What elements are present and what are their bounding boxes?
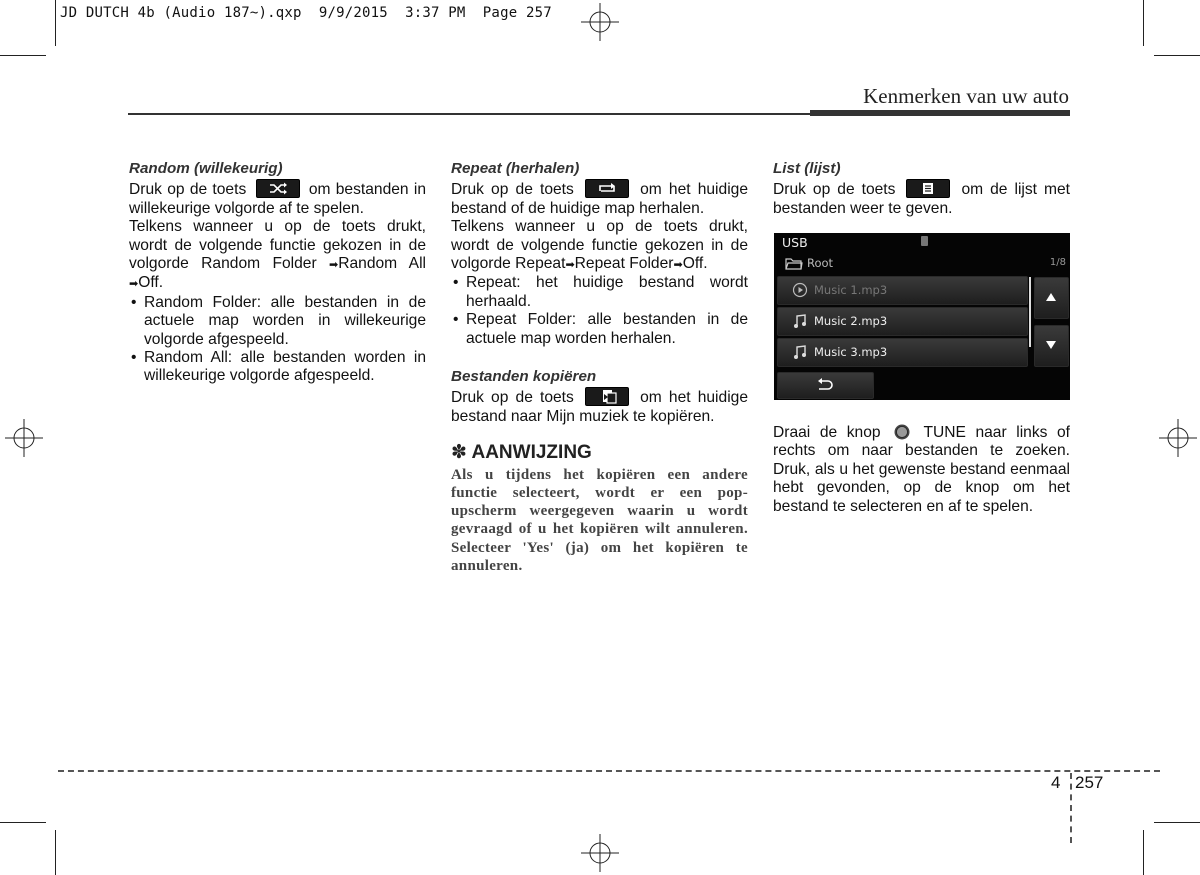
- trim-mark: [1143, 830, 1144, 875]
- note-title: ✽ AANWIJZING: [451, 442, 592, 464]
- usb-screen-title: USB: [782, 235, 808, 250]
- random-body-mid: Random All: [338, 255, 426, 273]
- trim-mark: [0, 822, 46, 823]
- tune-instructions: [773, 424, 1070, 516]
- random-intro-text: Druk op de toets: [129, 181, 247, 199]
- list-intro-text-end: om de lijst met bestanden weer te geven.: [773, 181, 1071, 217]
- scroll-up-button[interactable]: [1034, 277, 1069, 319]
- trim-mark: [55, 830, 56, 875]
- registration-mark-icon: [5, 419, 43, 457]
- column-repeat: [451, 160, 748, 575]
- file-list-item[interactable]: [777, 276, 1028, 305]
- footer-divider: [1070, 773, 1072, 843]
- list-item: • Repeat: het huidige bestand wordt herhaald.: [451, 274, 748, 311]
- repeat-body-end: Off.: [682, 255, 708, 273]
- random-intro-text-end: om bestanden in willekeurige volgorde af te spelen.: [129, 181, 426, 217]
- usb-device-icon: [921, 236, 928, 246]
- note-body: Als u tijdens het kopiëren een andere functie selecteert, wordt er een pop-upscherm weergegeven waarin u wordt gevraagd of u het kopiëren wilt annuleren. Selecteer 'Yes' (ja) om het kopiëren te annuleren.: [451, 466, 748, 574]
- list-intro: [773, 179, 1070, 218]
- section-heading-copy: Bestanden kopiëren: [451, 368, 597, 386]
- trim-mark: [0, 55, 46, 56]
- repeat-intro: [451, 179, 748, 218]
- random-bullet-list: [129, 294, 426, 386]
- scroll-down-button[interactable]: [1034, 325, 1069, 367]
- header-rule-accent: [810, 110, 1070, 116]
- triangle-up-icon: [1045, 292, 1057, 302]
- registration-mark-icon: [581, 834, 619, 872]
- column-random: [129, 160, 426, 386]
- folder-label: Root: [807, 256, 834, 270]
- footer-rule: [58, 770, 1160, 772]
- section-heading-repeat: Repeat (herhalen): [451, 160, 580, 177]
- repeat-intro-text-end: om het huidige bestand of de huidige map herhalen.: [451, 181, 749, 217]
- column-list-tune: [773, 424, 1070, 516]
- list-intro-text: Druk op de toets: [773, 181, 896, 199]
- list-item: • Repeat Folder: alle bestanden in de actuele map worden herhalen.: [451, 311, 748, 348]
- trim-mark: [55, 0, 56, 46]
- arrow-icon: ➡: [565, 259, 575, 272]
- section-heading-list: List (lijst): [773, 160, 841, 177]
- copy-intro: [451, 387, 748, 426]
- registration-mark-icon: [1159, 419, 1197, 457]
- arrow-icon: ➡: [673, 259, 683, 272]
- section-heading-random: Random (willekeurig): [129, 160, 283, 177]
- print-slug: JD DUTCH 4b (Audio 187~).qxp 9/9/2015 3:37 PM Page 257: [60, 5, 552, 21]
- scrollbar[interactable]: [1029, 277, 1031, 347]
- file-name: Music 2.mp3: [814, 314, 888, 328]
- file-name: Music 1.mp3: [814, 283, 888, 297]
- chapter-number: 4: [1051, 773, 1061, 792]
- arrow-icon: ➡: [129, 278, 139, 291]
- list-item: • Random All: alle bestanden worden in willekeurige volgorde afgespeeld.: [129, 349, 426, 386]
- page-number: 257: [1075, 773, 1104, 792]
- trim-mark: [1154, 822, 1200, 823]
- play-icon: [792, 282, 808, 298]
- repeat-bullet-list: [451, 274, 748, 348]
- repeat-body-mid: Repeat Folder: [574, 255, 674, 273]
- file-name: Music 3.mp3: [814, 345, 888, 359]
- back-button[interactable]: [777, 372, 874, 399]
- tune-text-end: TUNE naar links of rechts om naar bestanden te zoeken. Druk, als u het gewenste bestand eenmaal hebt gevonden, op de knop om het bestand te selecteren en af te spelen.: [773, 424, 1070, 515]
- music-note-icon: [792, 313, 808, 329]
- arrow-icon: ➡: [329, 259, 339, 272]
- triangle-down-icon: [1045, 340, 1057, 350]
- random-body-text: Telkens wanneer u op de toets drukt, wordt de volgende functie gekozen in de volgorde Random Folder: [129, 218, 426, 273]
- registration-mark-icon: [581, 3, 619, 41]
- shuffle-icon: [256, 179, 300, 198]
- folder-row[interactable]: [774, 253, 1070, 273]
- copy-icon: [585, 387, 629, 406]
- copy-intro-text-end: om het huidige bestand naar Mijn muziek te kopiëren.: [451, 389, 749, 425]
- header-rule: [128, 113, 810, 115]
- list-item: • Random Folder: alle bestanden in de actuele map worden in willekeurige volgorde afgespeeld.: [129, 294, 426, 349]
- file-list-item[interactable]: [777, 338, 1028, 367]
- repeat-body-text: Telkens wanneer u op de toets drukt, wordt de volgende functie gekozen in de volgorde Repeat: [451, 218, 748, 273]
- random-body: [129, 218, 426, 294]
- repeat-body: [451, 218, 748, 274]
- tune-knob-icon: [894, 424, 910, 440]
- column-list: [773, 160, 1070, 218]
- usb-file-list-screen: [774, 233, 1070, 400]
- file-list-item[interactable]: [777, 307, 1028, 336]
- random-body-end: Off.: [138, 274, 164, 292]
- tune-text: Draai de knop: [773, 424, 881, 441]
- music-note-icon: [792, 344, 808, 360]
- trim-mark: [1143, 0, 1144, 46]
- random-intro: [129, 179, 426, 218]
- repeat-icon: [585, 179, 629, 198]
- file-count: 1/8: [1049, 257, 1066, 268]
- chapter-title: Kenmerken van uw auto: [863, 84, 1069, 108]
- repeat-intro-text: Druk op de toets: [451, 181, 574, 199]
- trim-mark: [1154, 55, 1200, 56]
- back-arrow-icon: [816, 378, 834, 392]
- list-icon: [906, 179, 950, 198]
- copy-intro-text: Druk op de toets: [451, 389, 574, 407]
- folder-icon: [785, 257, 803, 270]
